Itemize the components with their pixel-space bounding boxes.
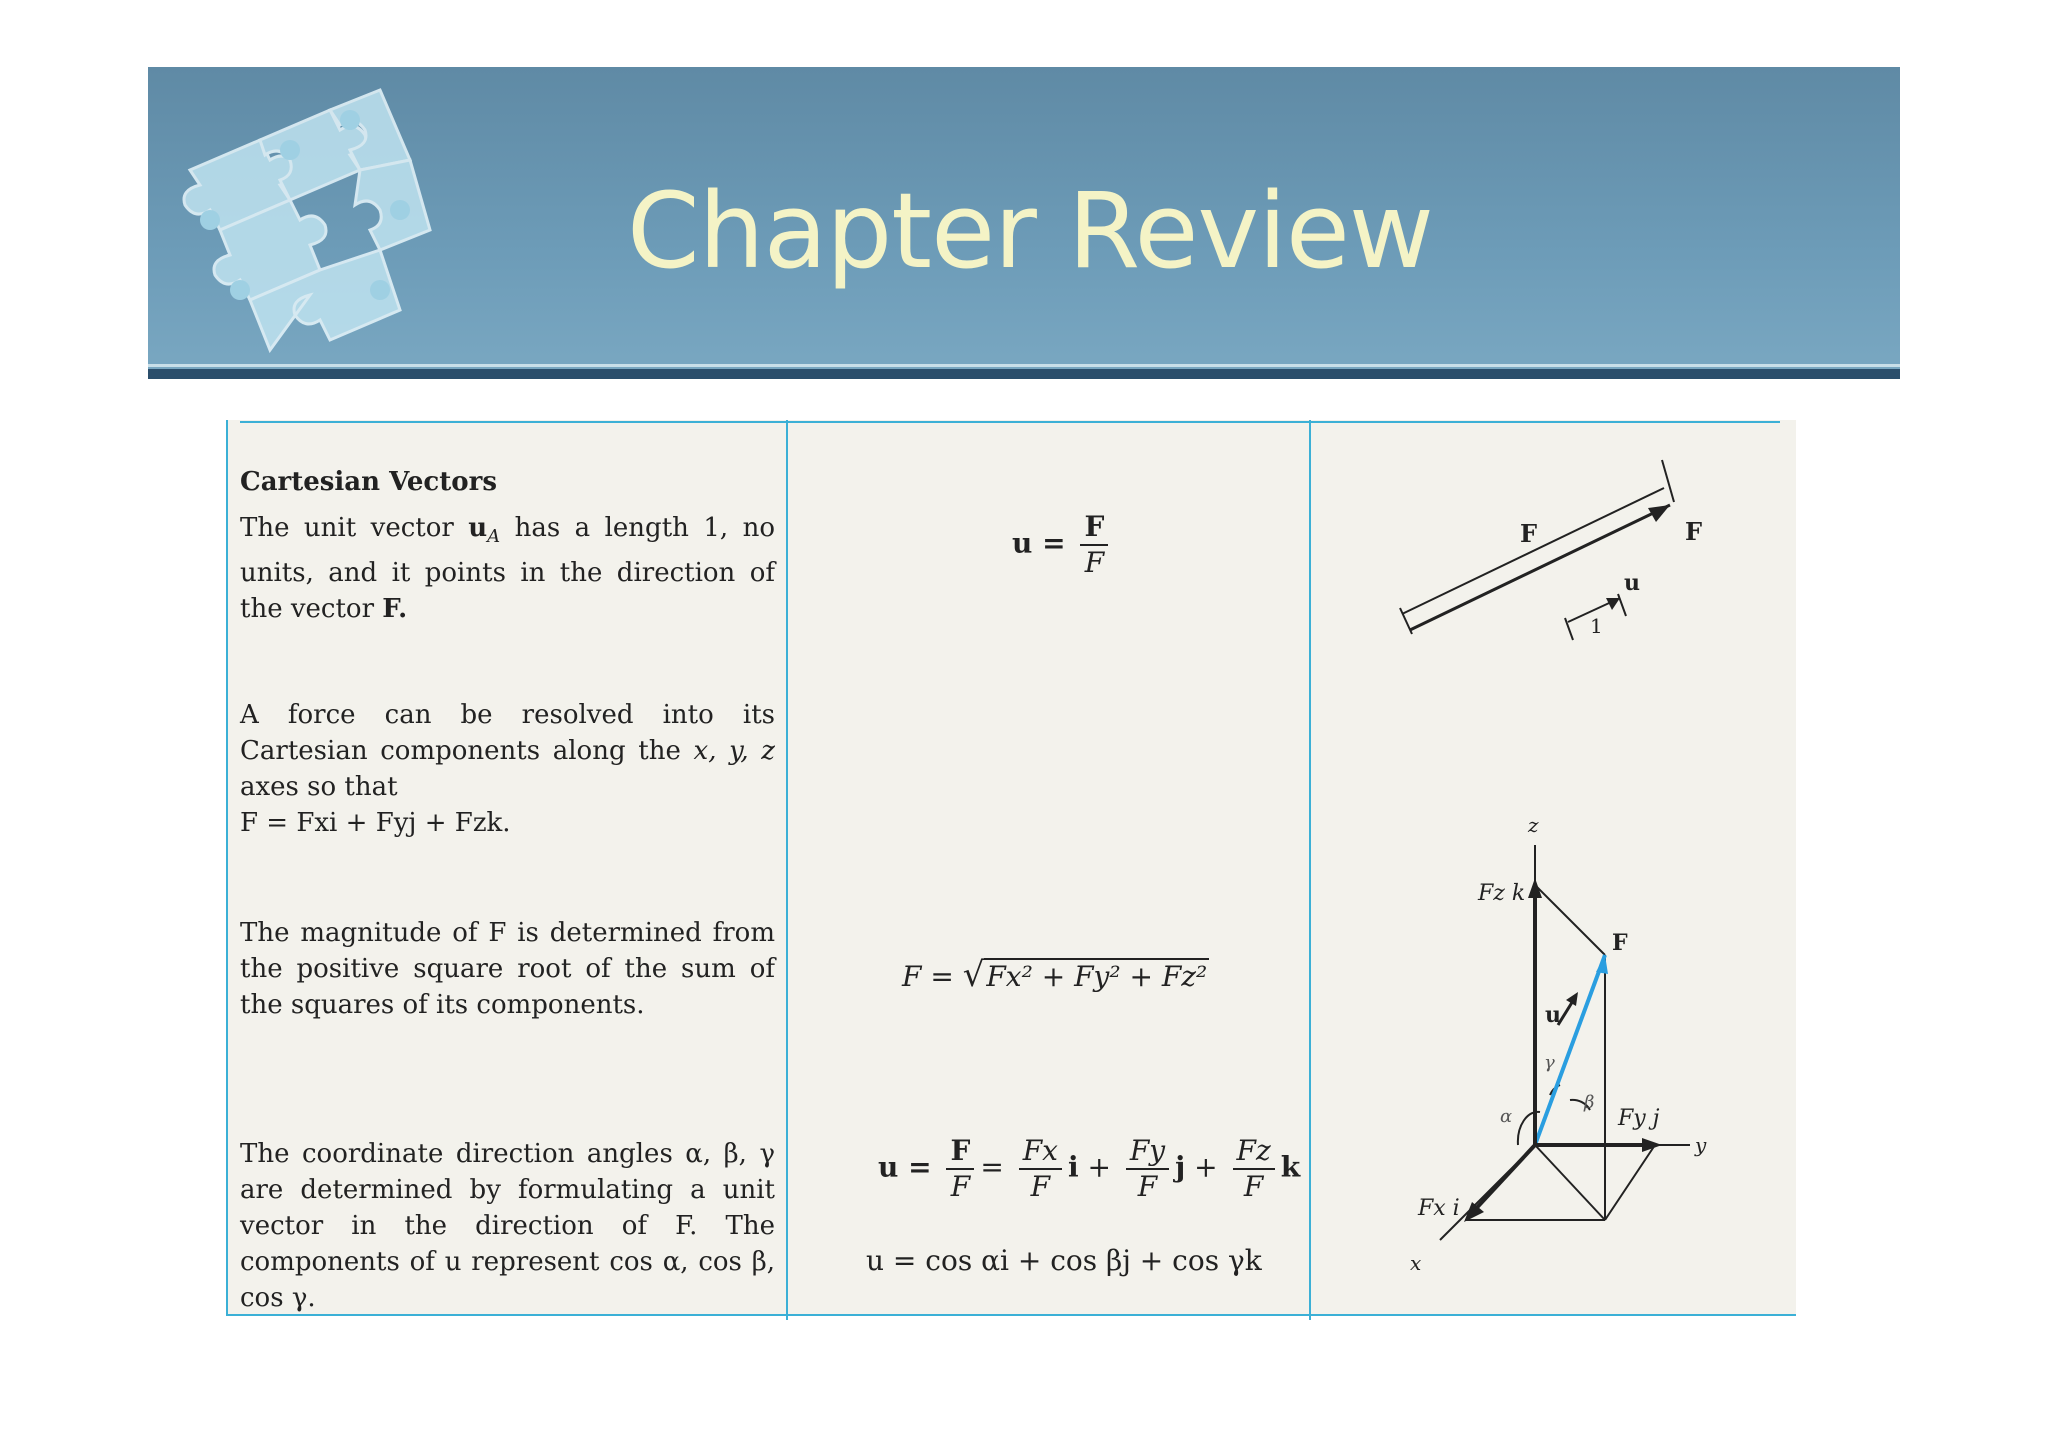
label-F-end: F — [1685, 517, 1703, 546]
label-x: x — [1410, 1251, 1422, 1275]
label-gamma: γ — [1544, 1052, 1555, 1073]
puzzle-logo-icon — [150, 60, 470, 380]
paragraph-unit-vector: The unit vector $u_A$ has a length 1, no units, and it points in the direction of the vector F. — [240, 513, 775, 625]
table-left-border — [226, 420, 228, 1316]
label-alpha: α — [1500, 1106, 1513, 1127]
page-title: Chapter Review — [627, 170, 1433, 292]
paragraph-cartesian-components: A force can be resolved into its Cartesian components along the x, y, z axes so that F = Fxi + Fyj + Fzk. — [240, 700, 775, 838]
label-fzk: Fz k — [1478, 881, 1526, 906]
paragraph-magnitude: The magnitude of F is determined from the positive square root of the sum of the squares of its components. — [240, 918, 775, 1020]
label-fxi: Fx i — [1418, 1196, 1460, 1221]
force-components-figure — [1400, 800, 1740, 1280]
magnitude-equation: F = √Fx² + Fy² + Fz² — [902, 955, 1208, 995]
label-z: z — [1528, 813, 1539, 837]
force-arrowhead-icon — [1648, 505, 1670, 522]
column-divider-2 — [1309, 420, 1311, 1320]
direction-cosines-equation: u = cos αi + cos βj + cos γk — [866, 1244, 1262, 1277]
table-top-border — [240, 421, 1780, 423]
label-u-vector: u — [1545, 1002, 1561, 1028]
unit-vector-equation: u = $\frac{F}{F}$ — [1012, 510, 1114, 580]
section-heading: Cartesian Vectors — [240, 467, 497, 497]
unit-vector-figure — [1380, 450, 1720, 650]
label-F-mid: F — [1520, 519, 1538, 548]
force-vector-line — [1410, 505, 1670, 630]
label-y: y — [1695, 1133, 1707, 1157]
column-divider-1 — [786, 420, 788, 1320]
label-one: 1 — [1590, 614, 1603, 638]
unit-vector-components-equation: u = $\frac{F}{F}$ = $\frac{Fx}{F}$ i + $\frac{Fy}{F}$ j + $\frac{Fz}{F}$ k — [878, 1134, 1301, 1203]
label-beta: β — [1584, 1092, 1595, 1113]
label-fyj: Fy j — [1618, 1106, 1660, 1131]
force-components-equation: F = Fxi + Fyj + Fzk. — [240, 808, 511, 838]
label-F: F — [1612, 930, 1628, 956]
force-vector-blue — [1535, 955, 1605, 1145]
label-u: u — [1624, 570, 1640, 596]
paragraph-direction-angles: The coordinate direction angles α, β, γ are determined by formulating a unit vector in the direction of F. The components of u represent cos α, cos β, cos γ. — [240, 1139, 775, 1313]
